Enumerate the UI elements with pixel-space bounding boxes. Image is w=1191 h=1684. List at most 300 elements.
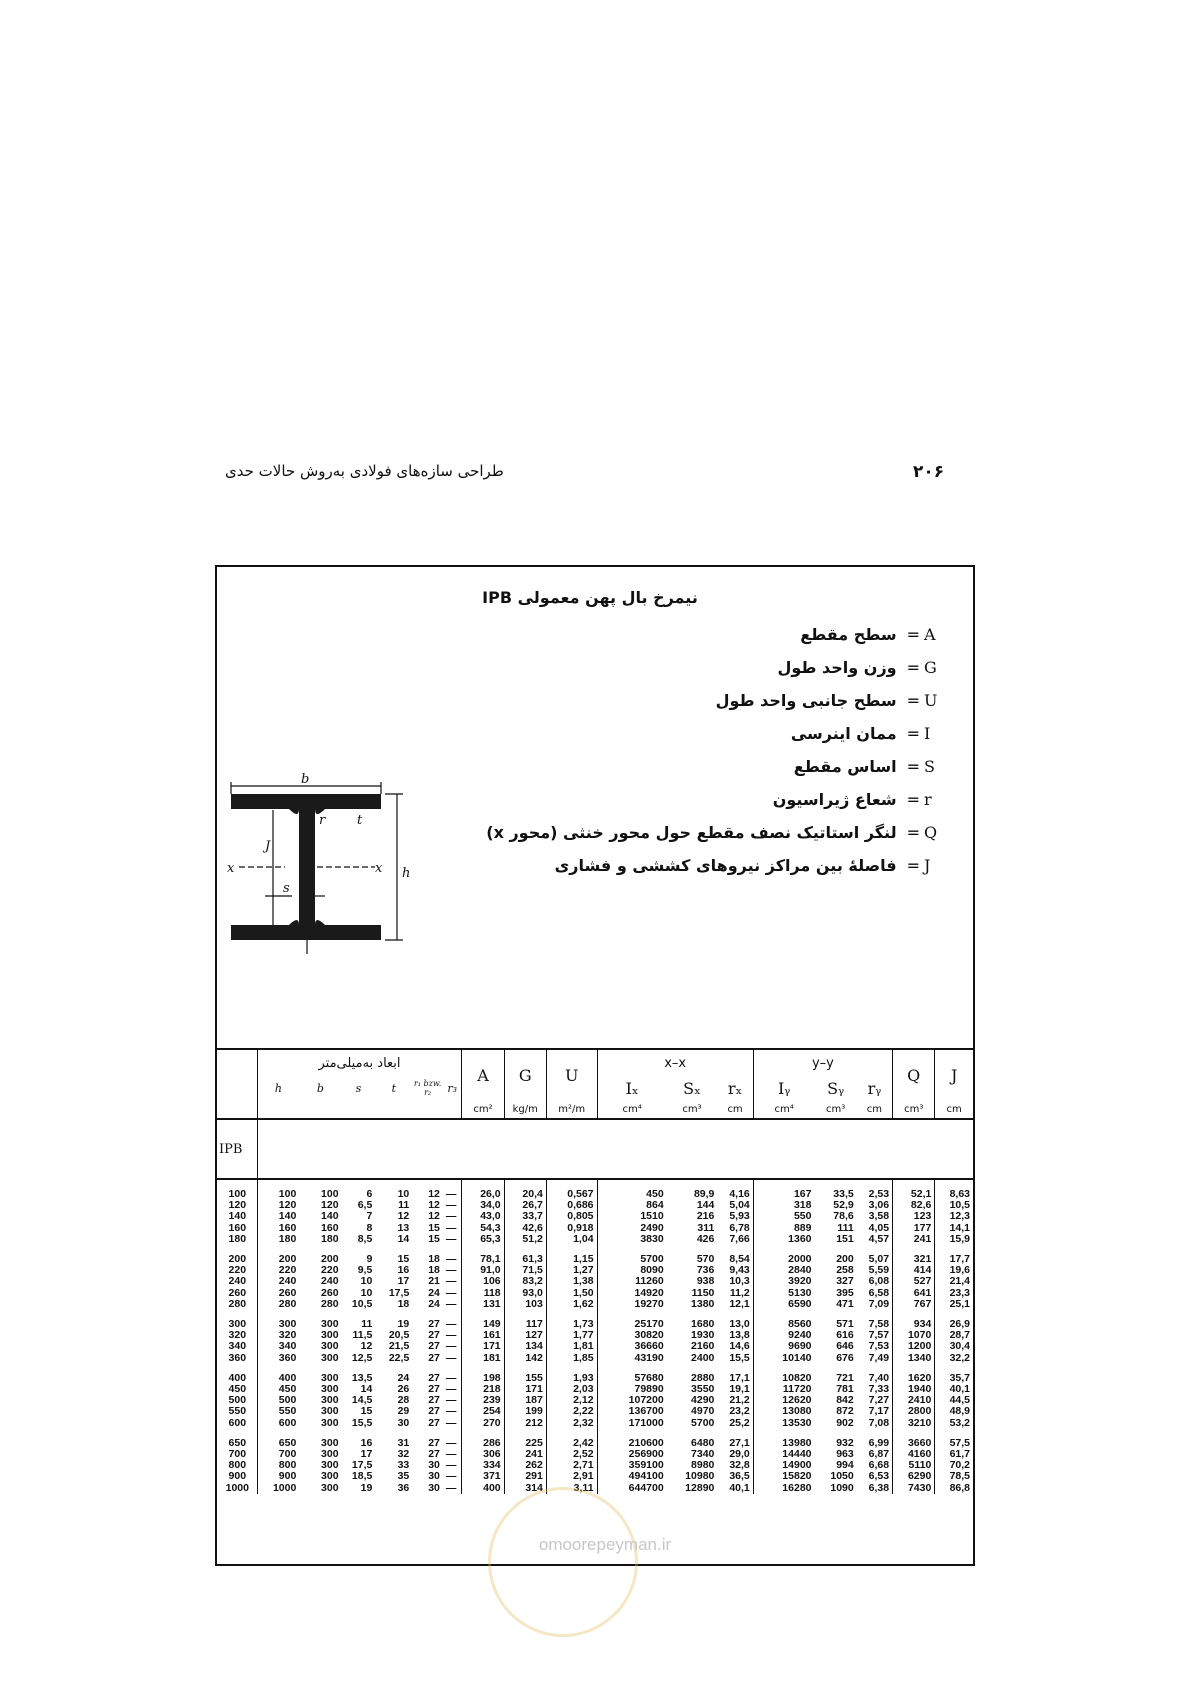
table-cell: 220 — [321, 1264, 339, 1277]
table-cell: 527 — [893, 1276, 935, 1287]
col-ix-symbol: Iₓ — [625, 1078, 639, 1098]
dim-t-header: t — [391, 1081, 397, 1095]
profile-size-cell: 180 — [217, 1234, 257, 1245]
col-g-unit: kg/m — [504, 1100, 546, 1119]
table-cell: 12 — [360, 1340, 373, 1353]
table-cell: 171000 — [628, 1416, 664, 1429]
table-cell: 27 — [428, 1371, 440, 1384]
table-cell: 13 — [397, 1221, 410, 1234]
table-cell: 6,08 — [857, 1276, 893, 1287]
table-cell: 300 — [321, 1459, 339, 1472]
table-cell: 12,3 — [949, 1210, 970, 1223]
col-sx-symbol: Sₓ — [683, 1078, 701, 1098]
table-cell: 17 — [397, 1275, 410, 1288]
table-cell: 900 — [278, 1470, 297, 1483]
table-cell: 43,0 — [462, 1211, 504, 1222]
table-cell: 29,0 — [717, 1449, 753, 1460]
col-rx-unit: cm — [717, 1100, 753, 1119]
profile-size-cell: 600 — [217, 1418, 257, 1429]
table-cell: 140 — [278, 1210, 297, 1223]
legend-symbol: r — [924, 790, 932, 809]
profile-size-cell: 450 — [217, 1384, 257, 1395]
table-cell: 360 — [278, 1351, 297, 1364]
table-cell: — — [443, 1353, 462, 1364]
profile-size-cell: 900 — [217, 1471, 257, 1482]
table-cell: 10,5 — [949, 1199, 970, 1212]
table-cell: 78,6 — [833, 1210, 854, 1223]
table-cell: 27 — [428, 1340, 440, 1353]
table-cell: 300 — [321, 1383, 339, 1396]
legend-row — [470, 783, 940, 816]
table-cell: 181 — [462, 1353, 504, 1364]
table-cell: 1940 — [893, 1384, 935, 1395]
table-cell: 14440 — [782, 1448, 812, 1461]
table-cell: 1,62 — [546, 1299, 597, 1310]
table-cell: — — [443, 1211, 462, 1222]
table-cell: 42,6 — [504, 1223, 546, 1234]
profile-size-cell: 240 — [217, 1276, 257, 1287]
table-cell: 5,04 — [717, 1200, 753, 1211]
table-row — [217, 1406, 973, 1417]
table-cell: — — [443, 1288, 462, 1299]
table-cell: 8,5 — [357, 1232, 373, 1245]
table-cell: — — [443, 1276, 462, 1287]
table-cell: 18 — [428, 1253, 440, 1266]
watermark-seal — [488, 1487, 638, 1637]
table-cell: 100 — [321, 1188, 339, 1200]
table-cell: 18 — [428, 1264, 440, 1277]
table-cell: 26,7 — [504, 1200, 546, 1211]
table-cell: 16 — [360, 1436, 373, 1449]
table-cell: 300 — [321, 1405, 339, 1418]
profile-size-cell: 340 — [217, 1341, 257, 1352]
table-cell: 2800 — [893, 1406, 935, 1417]
profile-size-cell: 100 — [217, 1189, 257, 1200]
table-cell: — — [443, 1341, 462, 1352]
table-body — [217, 1179, 973, 1494]
table-cell: 32 — [397, 1448, 410, 1461]
table-cell: 83,2 — [504, 1276, 546, 1287]
table-cell: 17,5 — [351, 1459, 373, 1472]
table-cell: — — [443, 1460, 462, 1471]
table-cell: 36660 — [634, 1340, 664, 1353]
table-cell: 2,71 — [546, 1460, 597, 1471]
table-cell: 256900 — [628, 1448, 664, 1461]
table-cell: 16 — [397, 1264, 410, 1277]
profile-size-cell: 120 — [217, 1200, 257, 1211]
table-cell: 7,58 — [857, 1319, 893, 1330]
table-cell: 22,5 — [388, 1351, 410, 1364]
table-cell: — — [443, 1406, 462, 1417]
table-cell: 220 — [278, 1264, 297, 1277]
table-cell: 200 — [836, 1253, 854, 1266]
table-cell: 15,9 — [949, 1232, 970, 1245]
table-cell: 35 — [397, 1470, 410, 1483]
table-cell: 167 — [793, 1188, 812, 1200]
yy-axis-header: y–y — [753, 1049, 892, 1076]
table-cell: 6480 — [691, 1436, 715, 1449]
table-cell: 241 — [893, 1234, 935, 1245]
table-cell: 14,5 — [351, 1394, 373, 1407]
legend-row — [470, 684, 940, 717]
table-cell: 280 — [321, 1297, 339, 1310]
table-cell: 33 — [397, 1459, 410, 1472]
table-cell: 19,6 — [949, 1264, 970, 1277]
table-cell: — — [443, 1483, 462, 1494]
table-cell: 199 — [504, 1406, 546, 1417]
table-cell: 19270 — [634, 1297, 664, 1310]
table-cell: 3830 — [640, 1232, 664, 1245]
table-cell: 15 — [397, 1253, 410, 1266]
ipb-properties-table — [217, 1048, 973, 1494]
legend-description: سطح جانبی واحد طول — [715, 691, 897, 710]
table-cell: 395 — [836, 1286, 854, 1299]
col-iy-unit: cm⁴ — [774, 1103, 794, 1115]
table-cell: 6,53 — [857, 1471, 893, 1482]
table-cell: 371 — [462, 1471, 504, 1482]
table-cell: 225 — [504, 1438, 546, 1449]
table-cell: — — [443, 1223, 462, 1234]
unit-spacer-dims — [257, 1100, 462, 1119]
table-cell: 300 — [321, 1470, 339, 1483]
table-cell: 10 — [397, 1188, 410, 1200]
page-number: ۲۰۶ — [913, 462, 945, 482]
table-cell: 8980 — [691, 1459, 715, 1472]
table-cell: 240 — [321, 1275, 339, 1288]
table-cell: 494100 — [628, 1470, 664, 1483]
table-cell: 216 — [696, 1210, 715, 1223]
table-cell: 30 — [428, 1459, 440, 1472]
table-cell: 260 — [321, 1286, 339, 1299]
table-cell: 2,52 — [546, 1449, 597, 1460]
table-cell: 140 — [321, 1210, 339, 1223]
table-cell: 9 — [366, 1253, 373, 1266]
table-cell: 10140 — [782, 1351, 812, 1364]
table-cell: 171 — [504, 1384, 546, 1395]
table-cell: 25170 — [634, 1318, 664, 1331]
profile-size-cell: 160 — [217, 1223, 257, 1234]
table-cell: 260 — [278, 1286, 297, 1299]
table-cell: 400 — [278, 1371, 297, 1384]
table-cell: 212 — [504, 1418, 546, 1429]
table-cell: 10820 — [782, 1371, 812, 1384]
table-cell: 33,7 — [504, 1211, 546, 1222]
table-cell: 32,8 — [717, 1460, 753, 1471]
label-x-left: x — [227, 861, 235, 876]
table-cell: 65,3 — [462, 1234, 504, 1245]
running-header-title: طراحی سازه‌های فولادی به‌روش حالات حدی — [225, 462, 504, 480]
table-cell: 51,2 — [504, 1234, 546, 1245]
table-cell: 8 — [366, 1221, 373, 1234]
table-cell: 18,5 — [351, 1470, 373, 1483]
table-cell: 320 — [278, 1329, 297, 1342]
legend-description: وزن واحد طول — [777, 658, 897, 677]
table-cell: 20,5 — [388, 1329, 410, 1342]
table-cell: 28 — [397, 1394, 410, 1407]
table-cell: 136700 — [628, 1405, 664, 1418]
table-cell: 6,5 — [357, 1199, 373, 1212]
label-r: r — [319, 813, 326, 828]
table-cell: 28,7 — [949, 1329, 970, 1342]
table-cell: 6290 — [893, 1471, 935, 1482]
table-cell: 1000 — [272, 1481, 297, 1494]
table-cell: 218 — [462, 1384, 504, 1395]
table-cell: 700 — [278, 1448, 297, 1461]
table-cell: 800 — [278, 1459, 297, 1472]
table-cell: 17 — [360, 1448, 373, 1461]
table-cell: 13980 — [782, 1436, 812, 1449]
table-cell: 2840 — [788, 1264, 812, 1277]
table-cell: 3,06 — [857, 1200, 893, 1211]
corner-cell — [217, 1049, 257, 1100]
table-cell: 3550 — [691, 1383, 715, 1396]
table-cell: 44,5 — [949, 1394, 970, 1407]
legend-row — [470, 618, 940, 651]
table-cell: 1510 — [640, 1210, 664, 1223]
table-cell: 14,1 — [949, 1221, 970, 1234]
table-cell: 1050 — [830, 1470, 854, 1483]
table-cell: 78,5 — [949, 1470, 970, 1483]
table-cell: 2,42 — [546, 1438, 597, 1449]
table-cell: 13,5 — [351, 1371, 373, 1384]
table-cell: 7340 — [691, 1448, 715, 1461]
table-cell: 142 — [504, 1353, 546, 1364]
table-cell: 6,38 — [857, 1483, 893, 1494]
table-cell: 5110 — [893, 1460, 935, 1471]
table-cell: 23,2 — [717, 1406, 753, 1417]
table-cell: 24 — [428, 1286, 440, 1299]
table-cell: 12 — [428, 1199, 440, 1212]
table-cell: 781 — [836, 1383, 854, 1396]
table-cell: 550 — [278, 1405, 297, 1418]
table-cell: 17,1 — [717, 1373, 753, 1384]
table-cell: 994 — [836, 1459, 854, 1472]
profile-size-cell: 360 — [217, 1353, 257, 1364]
table-cell: — — [443, 1234, 462, 1245]
table-cell: 40,1 — [949, 1383, 970, 1396]
table-cell: 17,7 — [949, 1253, 970, 1266]
table-cell: 40,1 — [717, 1483, 753, 1494]
table-cell: 321 — [893, 1254, 935, 1265]
table-cell: 280 — [278, 1297, 297, 1310]
table-cell: 14900 — [782, 1459, 812, 1472]
profile-size-cell: 200 — [217, 1254, 257, 1265]
table-cell: 8,63 — [949, 1188, 970, 1200]
label-h: h — [402, 866, 411, 881]
table-cell: 932 — [836, 1436, 854, 1449]
col-ry-unit: cm — [857, 1100, 893, 1119]
table-cell: 644700 — [628, 1481, 664, 1494]
table-cell: 2,12 — [546, 1395, 597, 1406]
label-x-right: x — [375, 861, 383, 876]
table-cell: — — [443, 1319, 462, 1330]
col-ry-symbol: rᵧ — [857, 1076, 893, 1100]
table-cell: 254 — [462, 1406, 504, 1417]
equals-sign: = — [906, 691, 920, 710]
table-row — [217, 1211, 973, 1222]
table-cell: — — [443, 1418, 462, 1429]
table-cell: 306 — [462, 1449, 504, 1460]
table-cell: 15820 — [782, 1470, 812, 1483]
table-cell: 10 — [360, 1286, 373, 1299]
table-cell: 78,1 — [462, 1254, 504, 1265]
table-cell: 938 — [696, 1275, 715, 1288]
legend-row — [470, 651, 940, 684]
legend-description: سطح مقطع — [800, 625, 897, 644]
table-cell: 6 — [366, 1188, 373, 1200]
table-cell: 11,5 — [352, 1329, 373, 1342]
table-cell: 25,1 — [949, 1297, 970, 1310]
table-cell: 1,15 — [546, 1254, 597, 1265]
table-cell: 103 — [504, 1299, 546, 1310]
table-cell: 318 — [793, 1199, 812, 1212]
label-s: s — [283, 881, 290, 896]
legend-symbol: A — [924, 625, 936, 644]
table-cell: 676 — [836, 1351, 854, 1364]
table-cell: 11720 — [782, 1383, 812, 1396]
figure-caption: نیمرخ بال پهن معمولی IPB — [482, 588, 698, 607]
table-cell: 61,7 — [949, 1448, 970, 1461]
table-cell: 70,2 — [949, 1459, 970, 1472]
table-cell: 27 — [428, 1448, 440, 1461]
table-cell: 471 — [836, 1297, 854, 1310]
legend-symbol: J — [924, 856, 931, 875]
table-cell: 17,5 — [388, 1286, 410, 1299]
table-cell: 9,43 — [717, 1265, 753, 1276]
table-row — [217, 1341, 973, 1352]
table-cell: 118 — [462, 1288, 504, 1299]
table-cell: — — [443, 1384, 462, 1395]
unit-spacer — [217, 1100, 257, 1119]
table-cell: 144 — [696, 1199, 715, 1212]
label-j: J — [265, 839, 271, 854]
table-cell: 842 — [836, 1394, 854, 1407]
table-cell: 6,58 — [857, 1288, 893, 1299]
table-cell: 120 — [278, 1199, 297, 1212]
table-cell: 6,68 — [857, 1460, 893, 1471]
equals-sign: = — [906, 724, 920, 743]
table-cell: 13530 — [782, 1416, 812, 1429]
table-cell: 131 — [462, 1299, 504, 1310]
table-cell: — — [443, 1373, 462, 1384]
table-cell: 2,03 — [546, 1384, 597, 1395]
table-cell: 7,53 — [857, 1341, 893, 1352]
table-cell: 1,27 — [546, 1265, 597, 1276]
table-cell: 29 — [397, 1405, 410, 1418]
table-cell: 36 — [397, 1481, 410, 1494]
table-cell: 1620 — [893, 1373, 935, 1384]
equals-sign: = — [906, 790, 920, 809]
table-cell: 33,5 — [833, 1188, 854, 1200]
table-cell: — — [443, 1449, 462, 1460]
table-cell: 7,57 — [857, 1330, 893, 1341]
table-cell: 30 — [428, 1481, 440, 1494]
table-cell: 334 — [462, 1460, 504, 1471]
table-cell: 23,3 — [949, 1286, 970, 1299]
profile-size-cell: 280 — [217, 1299, 257, 1310]
table-cell: 2400 — [691, 1351, 715, 1364]
table-cell: 5,93 — [717, 1211, 753, 1222]
table-cell: 1200 — [893, 1341, 935, 1352]
profile-size-cell: 650 — [217, 1438, 257, 1449]
table-cell: 9240 — [788, 1329, 812, 1342]
table-cell: 1,38 — [546, 1276, 597, 1287]
table-cell: 2410 — [893, 1395, 935, 1406]
table-cell: 300 — [321, 1448, 339, 1461]
table-cell: 27 — [428, 1436, 440, 1449]
table-cell: 27 — [428, 1318, 440, 1331]
table-cell: 340 — [278, 1340, 297, 1353]
table-cell: 11 — [398, 1199, 410, 1212]
dim-r3-header: r₃ — [443, 1076, 462, 1100]
table-cell: 107200 — [628, 1394, 664, 1407]
table-cell: 31 — [397, 1436, 410, 1449]
table-cell: 327 — [836, 1275, 854, 1288]
table-cell: 27 — [428, 1394, 440, 1407]
table-cell: 19 — [397, 1318, 410, 1331]
ipb-section-drawing — [225, 772, 415, 962]
table-cell: 934 — [893, 1319, 935, 1330]
profile-label-band — [257, 1119, 973, 1179]
table-cell: 300 — [321, 1481, 339, 1494]
table-cell: 0,567 — [546, 1189, 597, 1200]
col-q-unit: cm³ — [893, 1100, 935, 1119]
table-cell: 300 — [321, 1416, 339, 1429]
table-cell: 25,2 — [717, 1418, 753, 1429]
profile-size-cell: 800 — [217, 1460, 257, 1471]
table-cell: 3210 — [893, 1418, 935, 1429]
table-cell: 21,2 — [717, 1395, 753, 1406]
table-cell: 4290 — [691, 1394, 715, 1407]
table-cell: 7,09 — [857, 1299, 893, 1310]
equals-sign: = — [906, 823, 920, 842]
table-cell: 1150 — [691, 1286, 715, 1299]
table-cell: — — [443, 1189, 462, 1200]
table-cell: 311 — [697, 1221, 715, 1234]
table-cell: 450 — [646, 1188, 664, 1200]
table-cell: 6,78 — [717, 1223, 753, 1234]
table-cell: 127 — [504, 1330, 546, 1341]
table-cell: 10,5 — [351, 1297, 373, 1310]
table-cell: 14,6 — [717, 1341, 753, 1352]
table-cell: 8560 — [788, 1318, 812, 1331]
col-a-symbol: A — [462, 1049, 504, 1100]
table-cell: 180 — [321, 1232, 339, 1245]
table-cell: 57680 — [634, 1371, 664, 1384]
table-cell: 177 — [893, 1223, 935, 1234]
table-cell: 400 — [462, 1483, 504, 1494]
table-cell: 12,5 — [351, 1351, 373, 1364]
table-cell: 0,918 — [546, 1223, 597, 1234]
col-a-unit: cm² — [462, 1100, 504, 1119]
table-cell: 14 — [397, 1232, 410, 1245]
table-cell: 641 — [893, 1288, 935, 1299]
legend-symbol: G — [924, 658, 937, 677]
table-cell: 7,40 — [857, 1373, 893, 1384]
table-cell: 48,9 — [949, 1405, 970, 1418]
table-cell: 600 — [278, 1416, 297, 1429]
table-cell: — — [443, 1265, 462, 1276]
table-cell: 4160 — [893, 1449, 935, 1460]
table-cell: — — [443, 1200, 462, 1211]
table-cell: 7,08 — [857, 1418, 893, 1429]
table-cell: 200 — [321, 1253, 339, 1266]
table-cell: 54,3 — [462, 1223, 504, 1234]
table-cell: 52,9 — [833, 1199, 854, 1212]
table-cell: 1680 — [691, 1318, 715, 1331]
col-g-symbol: G — [504, 1049, 546, 1100]
table-cell: 21 — [428, 1275, 440, 1288]
